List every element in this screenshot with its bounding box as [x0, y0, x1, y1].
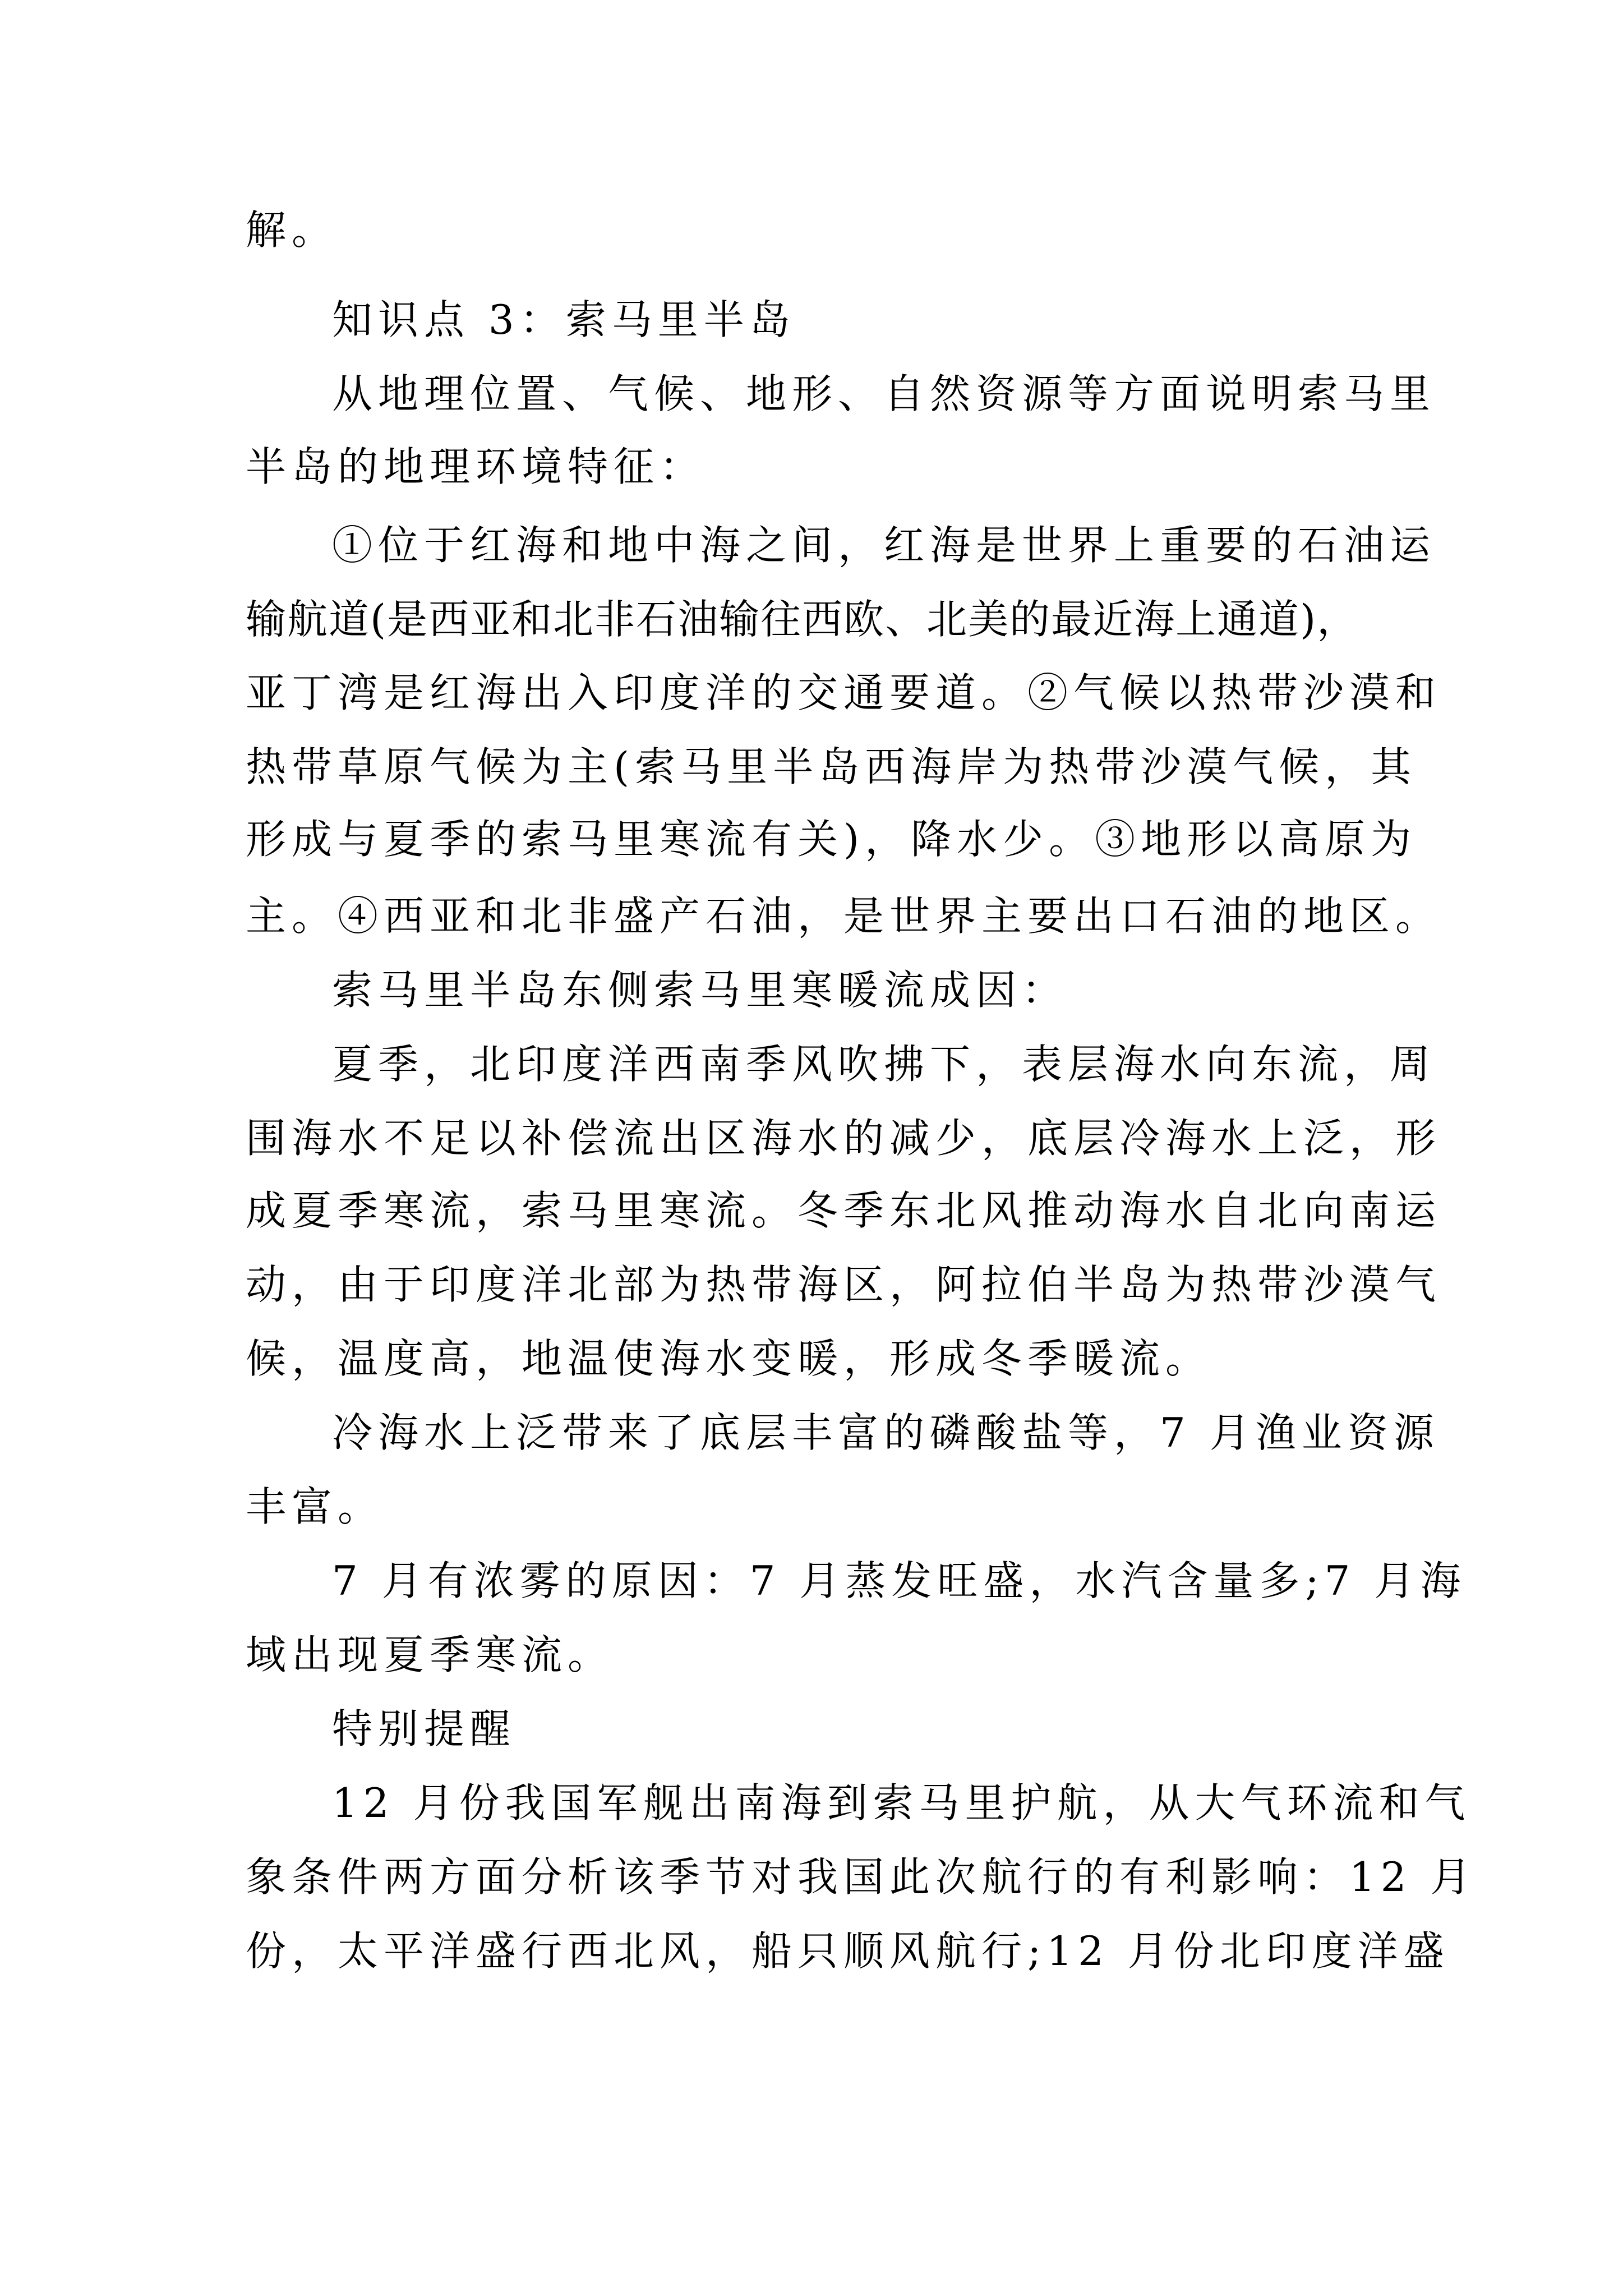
text-line-15: 动，由于印度洋北部为热带海区，阿拉伯半岛为热带沙漠气	[246, 1261, 1442, 1308]
text-line-19: 7 月有浓雾的原因：7 月蒸发旺盛，水汽含量多;7 月海	[332, 1557, 1467, 1604]
text-line-24: 份，太平洋盛行西北风，船只顺风航行;12 月份北印度洋盛	[246, 1927, 1450, 1975]
text-line-1: 解。	[246, 206, 338, 254]
text-line-6: 输航道(是西亚和北非石油输往西欧、北美的最近海上通道)，	[246, 596, 1359, 643]
text-line-10: 主。④西亚和北非盛产石油，是世界主要出口石油的地区。	[246, 892, 1442, 940]
text-line-9: 形成与夏季的索马里寒流有关)，降水少。③地形以高原为	[246, 816, 1417, 863]
text-line-16: 候，温度高，地温使海水变暖，形成冬季暖流。	[246, 1335, 1212, 1382]
text-line-18: 丰富。	[246, 1483, 384, 1530]
text-line-11: 索马里半岛东侧索马里寒暖流成因：	[332, 967, 1068, 1014]
text-line-5: ①位于红海和地中海之间，红海是世界上重要的石油运	[332, 522, 1436, 569]
section-heading: 知识点 3：索马里半岛	[332, 296, 796, 343]
text-line-23: 象条件两方面分析该季节对我国此次航行的有利影响：12 月	[246, 1853, 1477, 1901]
text-line-7: 亚丁湾是红海出入印度洋的交通要道。②气候以热带沙漠和	[246, 669, 1442, 716]
text-line-20: 域出现夏季寒流。	[246, 1631, 614, 1678]
text-line-13: 围海水不足以补偿流出区海水的减少，底层冷海水上泛，形	[246, 1115, 1442, 1162]
special-reminder-heading: 特别提醒	[332, 1705, 517, 1752]
text-line-12: 夏季，北印度洋西南季风吹拂下，表层海水向东流，周	[332, 1041, 1436, 1088]
text-line-3: 从地理位置、气候、地形、自然资源等方面说明索马里	[332, 370, 1436, 417]
text-line-8: 热带草原气候为主(索马里半岛西海岸为热带沙漠气候，其	[246, 743, 1417, 790]
text-line-14: 成夏季寒流，索马里寒流。冬季东北风推动海水自北向南运	[246, 1187, 1442, 1234]
text-line-4: 半岛的地理环境特征：	[246, 443, 706, 490]
text-line-17: 冷海水上泛带来了底层丰富的磷酸盐等，7 月渔业资源	[332, 1409, 1440, 1456]
text-line-22: 12 月份我国军舰出南海到索马里护航，从大气环流和气	[332, 1779, 1471, 1826]
